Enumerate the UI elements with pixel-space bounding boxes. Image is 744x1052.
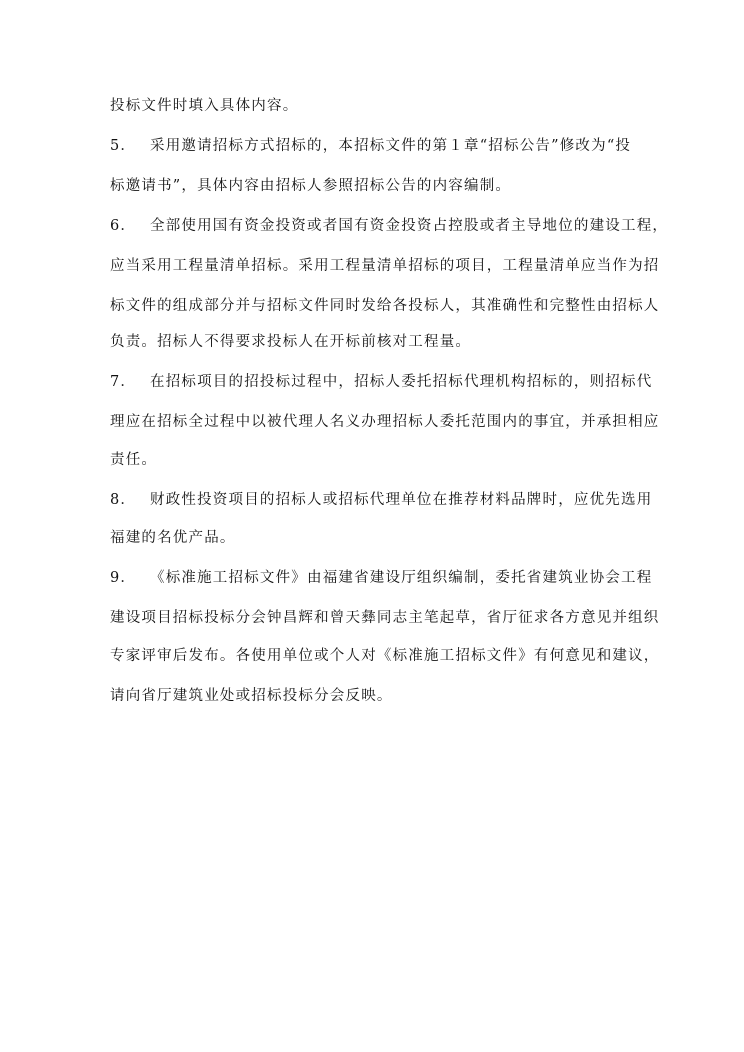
text-line [110,644,660,668]
numbered-paragraph-6 [110,214,668,238]
item-number: 9． [110,570,137,586]
item-number: 5． [110,138,137,154]
item-number: 8． [110,492,137,508]
line-text: 标邀请书”，具体内容由招标人参照招标公告的内容编制。 [110,178,512,194]
line-text: 请向省厅建筑业处或招标投标分会反映。 [110,688,393,704]
line-text: 建设项目招标投标分会钟昌辉和曾天彝同志主笔起草，省厅征求各方意见并组织 [110,610,660,626]
line-text: 全部使用国有资金投资或者国有资金投资占控股或者主导地位的建设工程， [150,218,669,234]
line-text: 专家评审后发布。各使用单位或个人对《标准施工招标文件》有何意见和建议， [110,648,660,664]
line-text: 责任。 [110,452,158,468]
numbered-paragraph-8 [110,488,652,512]
text-line [110,684,393,708]
line-text: 采用邀请招标方式招标的，本招标文件的第１章“招标公告”修改为“投 [150,138,632,154]
text-line [110,254,660,278]
line-text: 财政性投资项目的招标人或招标代理单位在推荐材料品牌时，应优先选用 [150,492,653,508]
line-text: 理应在招标全过程中以被代理人名义办理招标人委托范围内的事宜，并承担相应 [110,414,660,430]
line-text: 在招标项目的招投标过程中，招标人委托招标代理机构招标的，则招标代 [150,374,653,390]
text-line [110,448,157,472]
numbered-paragraph-9 [110,566,652,590]
text-line [110,606,660,630]
text-line [110,526,236,550]
text-line [110,94,298,118]
numbered-paragraph-5 [110,134,631,158]
line-text: 投标文件时填入具体内容。 [110,98,299,114]
item-number: 6． [110,218,137,234]
line-text: 《标准施工招标文件》由福建省建设厅组织编制，委托省建筑业协会工程 [150,570,653,586]
text-line [110,294,660,318]
text-line [110,410,660,434]
line-text: 标文件的组成部分并与招标文件同时发给各投标人，其准确性和完整性由招标人 [110,298,660,314]
line-text: 应当采用工程量清单招标。采用工程量清单招标的项目，工程量清单应当作为招 [110,258,660,274]
text-line [110,174,511,198]
text-line [110,330,471,354]
line-text: 福建的名优产品。 [110,530,236,546]
line-text: 负责。招标人不得要求投标人在开标前核对工程量。 [110,334,472,350]
item-number: 7． [110,374,137,390]
numbered-paragraph-7 [110,370,652,394]
